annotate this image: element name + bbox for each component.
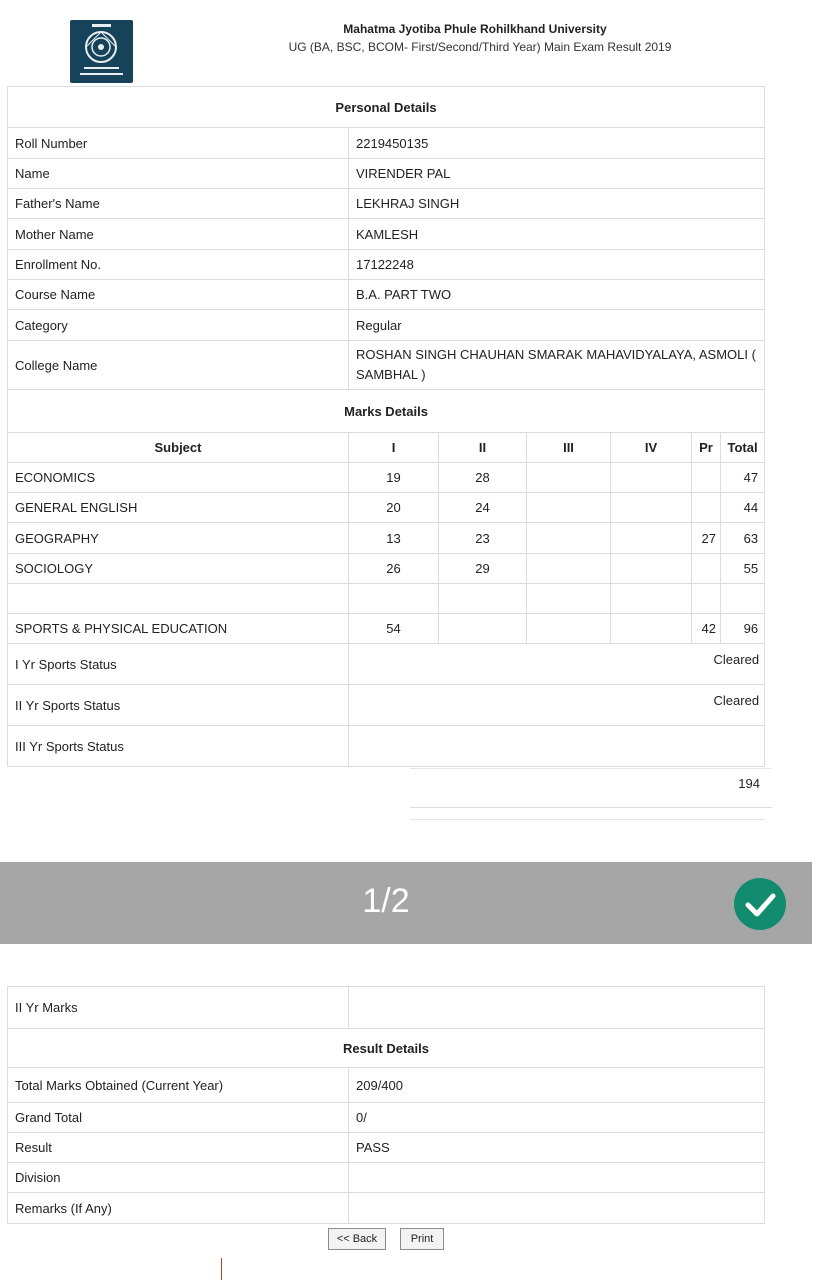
subject-cell: GENERAL ENGLISH	[8, 493, 349, 523]
row-label: Grand Total	[8, 1103, 349, 1133]
mark-cell: 23	[439, 523, 527, 554]
prev-marks-value	[349, 987, 765, 1029]
table-row	[8, 1163, 765, 1193]
grand-total-value: 194	[738, 776, 760, 791]
table-row	[8, 1133, 765, 1163]
mark-cell	[611, 614, 692, 644]
check-circle-icon[interactable]	[734, 878, 786, 930]
row-label: Total Marks Obtained (Current Year)	[8, 1068, 349, 1103]
print-button[interactable]: Print	[400, 1228, 444, 1250]
mark-cell	[527, 463, 611, 493]
mark-cell	[527, 554, 611, 584]
col-total: Total	[721, 433, 765, 463]
row-label: Result	[8, 1133, 349, 1163]
father-name-value: LEKHRAJ SINGH	[349, 189, 765, 219]
mark-cell: 28	[439, 463, 527, 493]
name-value: VIRENDER PAL	[349, 159, 765, 189]
marks-details-heading: Marks Details	[8, 390, 765, 433]
subject-cell: SPORTS & PHYSICAL EDUCATION	[8, 614, 349, 644]
table-row	[8, 1103, 765, 1133]
row-label: Division	[8, 1163, 349, 1193]
row-label: Category	[8, 310, 349, 341]
col-pr: Pr	[692, 433, 721, 463]
mark-cell: 19	[349, 463, 439, 493]
table-row	[8, 189, 765, 219]
mark-cell: 29	[439, 554, 527, 584]
table-row	[8, 1068, 765, 1103]
mother-name-value: KAMLESH	[349, 219, 765, 250]
table-row	[8, 1193, 765, 1224]
back-button[interactable]: << Back	[328, 1228, 386, 1250]
row-label: Course Name	[8, 280, 349, 310]
total-cell: 63	[721, 523, 765, 554]
college-value: ROSHAN SINGH CHAUHAN SMARAK MAHAVIDYALAYA, ASMOLI ( SAMBHAL )	[349, 341, 765, 390]
mark-cell	[692, 554, 721, 584]
table-row	[8, 523, 765, 554]
table-row	[8, 554, 765, 584]
total-cell: 55	[721, 554, 765, 584]
mark-cell	[611, 493, 692, 523]
mark-cell: 24	[439, 493, 527, 523]
mark-cell: 54	[349, 614, 439, 644]
grand-total-row	[410, 768, 772, 808]
subject-cell: GEOGRAPHY	[8, 523, 349, 554]
table-row	[8, 644, 765, 685]
table-row	[8, 987, 765, 1029]
table-row	[8, 726, 765, 767]
col-iii: III	[527, 433, 611, 463]
table-row	[8, 159, 765, 189]
mark-cell	[527, 584, 611, 614]
mark-cell	[527, 493, 611, 523]
page-number: 1/2	[362, 882, 410, 920]
table-row	[8, 128, 765, 159]
sports-status-label: II Yr Sports Status	[8, 685, 349, 726]
total-cell: 96	[721, 614, 765, 644]
result-details-table	[7, 986, 765, 1224]
row-label: Father's Name	[8, 189, 349, 219]
personal-details-heading: Personal Details	[8, 87, 765, 128]
table-row	[8, 584, 765, 614]
sports-status-value: Cleared	[349, 644, 765, 685]
roll-number-value: 2219450135	[349, 128, 765, 159]
mark-cell	[439, 584, 527, 614]
mark-cell	[692, 493, 721, 523]
col-i: I	[349, 433, 439, 463]
remarks-value	[349, 1193, 765, 1224]
personal-details-table	[7, 86, 765, 390]
mark-cell	[349, 584, 439, 614]
mark-cell: 13	[349, 523, 439, 554]
sports-status-label: III Yr Sports Status	[8, 726, 349, 767]
table-row	[8, 341, 765, 390]
row-label: Name	[8, 159, 349, 189]
sports-status-label: I Yr Sports Status	[8, 644, 349, 685]
university-seal-icon	[70, 20, 133, 83]
row-label: II Yr Marks	[8, 987, 349, 1029]
grand-total-result-value: 0/	[349, 1103, 765, 1133]
row-label: Enrollment No.	[8, 250, 349, 280]
table-row	[8, 219, 765, 250]
row-label: Mother Name	[8, 219, 349, 250]
sports-status-value: Cleared	[349, 685, 765, 726]
total-marks-value: 209/400	[349, 1068, 765, 1103]
enrollment-value: 17122248	[349, 250, 765, 280]
row-label: Roll Number	[8, 128, 349, 159]
total-cell: 44	[721, 493, 765, 523]
table-row	[8, 685, 765, 726]
table-row	[8, 493, 765, 523]
mark-cell	[527, 614, 611, 644]
result-details-heading: Result Details	[8, 1029, 765, 1068]
mark-cell	[611, 584, 692, 614]
text-cursor	[221, 1258, 222, 1280]
mark-cell	[527, 523, 611, 554]
row-label: Remarks (If Any)	[8, 1193, 349, 1224]
mark-cell	[611, 523, 692, 554]
sports-status-value	[349, 726, 765, 767]
result-value: PASS	[349, 1133, 765, 1163]
row-label: College Name	[8, 341, 349, 390]
marks-header-row	[8, 433, 765, 463]
col-iv: IV	[611, 433, 692, 463]
table-row	[8, 250, 765, 280]
table-row	[8, 463, 765, 493]
mark-cell: 27	[692, 523, 721, 554]
subject-cell: SOCIOLOGY	[8, 554, 349, 584]
mark-cell: 42	[692, 614, 721, 644]
subject-cell	[8, 584, 349, 614]
mark-cell	[611, 554, 692, 584]
category-value: Regular	[349, 310, 765, 341]
mark-cell	[692, 584, 721, 614]
col-ii: II	[439, 433, 527, 463]
mark-cell	[692, 463, 721, 493]
exam-name: UG (BA, BSC, BCOM- First/Second/Third Year) Main Exam Result 2019	[288, 40, 672, 54]
division-value	[349, 1163, 765, 1193]
subject-cell: ECONOMICS	[8, 463, 349, 493]
total-cell	[721, 584, 765, 614]
marks-details-table	[7, 389, 765, 767]
total-cell: 47	[721, 463, 765, 493]
divider	[410, 819, 765, 820]
mark-cell: 26	[349, 554, 439, 584]
page-indicator-bar	[0, 862, 812, 944]
university-name: Mahatma Jyotiba Phule Rohilkhand University	[343, 22, 607, 36]
table-row	[8, 614, 765, 644]
course-value: B.A. PART TWO	[349, 280, 765, 310]
col-subject: Subject	[8, 433, 349, 463]
mark-cell: 20	[349, 493, 439, 523]
result-header	[0, 0, 812, 86]
mark-cell	[611, 463, 692, 493]
mark-cell	[439, 614, 527, 644]
table-row	[8, 280, 765, 310]
table-row	[8, 310, 765, 341]
